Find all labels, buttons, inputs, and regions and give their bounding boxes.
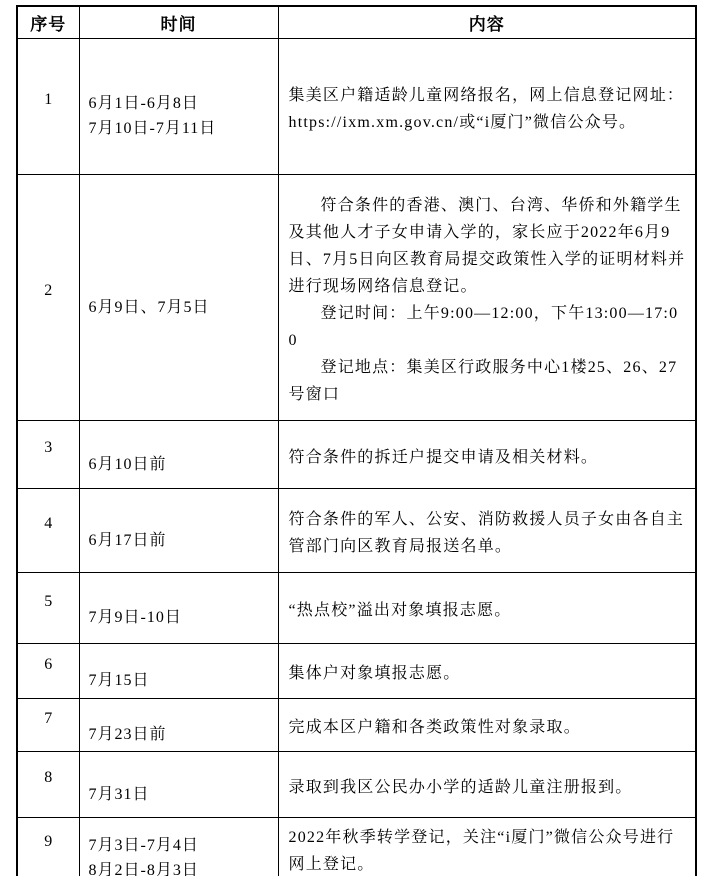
cell-content [278,420,696,488]
seq-number: 1 [44,91,53,108]
cell-time [79,698,278,751]
seq-number: 9 [44,833,53,850]
content-paragraph: 登记时间：上午9:00—12:00，下午13:00—17:00 [288,305,679,349]
cell-seq [17,817,79,876]
time-line: 7月9日-10日 [88,609,182,626]
seq-number: 7 [44,709,53,727]
seq-number: 5 [44,592,53,610]
cell-content [278,698,696,751]
table-row [17,643,696,698]
cell-content [278,817,696,876]
content-paragraph: 集美区户籍适龄儿童网络报名，网上信息登记网址：https://ixm.xm.gov.cn/或“i厦门”微信公众号。 [288,87,685,131]
table-row [17,420,696,488]
cell-content [278,488,696,572]
cell-seq [17,420,79,488]
table-row [17,572,696,643]
cell-content [278,38,696,174]
content-paragraph: 2022年秋季转学登记，关注“i厦门”微信公众号进行网上登记。 [288,829,675,873]
cell-seq [17,751,79,817]
cell-time [79,420,278,488]
content-paragraph: 符合条件的军人、公安、消防救援人员子女由各自主管部门向区教育局报送名单。 [288,511,685,555]
cell-seq [17,38,79,174]
cell-content [278,572,696,643]
header-time: 时间 [79,6,278,38]
content-paragraph: 登记地点：集美区行政服务中心1楼25、26、27号窗口 [288,359,678,403]
content-paragraph: “热点校”溢出对象填报志愿。 [288,602,512,619]
cell-time [79,643,278,698]
cell-content [278,174,696,420]
time-line: 6月9日、7月5日 [88,298,210,316]
table-row [17,751,696,817]
header-content: 内容 [278,6,696,38]
content-paragraph: 符合条件的拆迁户提交申请及相关材料。 [288,448,599,466]
content-paragraph: 集体户对象填报志愿。 [288,665,461,682]
table-row [17,817,696,876]
time-line: 7月10日-7月11日 [88,120,217,137]
schedule-table [16,5,697,876]
table-row [17,488,696,572]
cell-seq [17,572,79,643]
seq-number: 4 [44,515,53,532]
time-line: 6月17日前 [88,531,167,549]
cell-time [79,38,278,174]
table-row [17,174,696,420]
content-paragraph: 完成本区户籍和各类政策性对象录取。 [288,719,581,736]
seq-number: 8 [44,769,53,786]
time-line: 8月2日-8月3日 [88,862,199,876]
cell-time [79,572,278,643]
seq-number: 2 [44,282,53,299]
cell-time [79,751,278,817]
time-line: 6月10日前 [88,455,167,473]
cell-time [79,174,278,420]
time-line: 6月1日-6月8日 [88,95,199,112]
cell-content [278,643,696,698]
time-line: 7月15日 [88,672,150,689]
cell-seq [17,174,79,420]
content-paragraph: 符合条件的香港、澳门、台湾、华侨和外籍学生及其他人才子女申请入学的，家长应于2022年6月9日、7月5日向区教育局提交政策性入学的证明材料并进行现场网络信息登记。 [288,197,686,295]
content-paragraph: 录取到我区公民办小学的适龄儿童注册报到。 [288,778,633,796]
cell-seq [17,698,79,751]
cell-seq [17,488,79,572]
cell-time [79,817,278,876]
cell-seq [17,643,79,698]
table-row [17,38,696,174]
time-line: 7月3日-7月4日 [88,837,199,854]
time-line: 7月31日 [88,785,150,803]
table-header-row [17,6,696,38]
time-line: 7月23日前 [88,726,167,743]
seq-number: 6 [44,655,53,673]
header-seq: 序号 [17,6,79,38]
cell-content [278,751,696,817]
seq-number: 3 [44,439,53,456]
cell-time [79,488,278,572]
table-row [17,698,696,751]
